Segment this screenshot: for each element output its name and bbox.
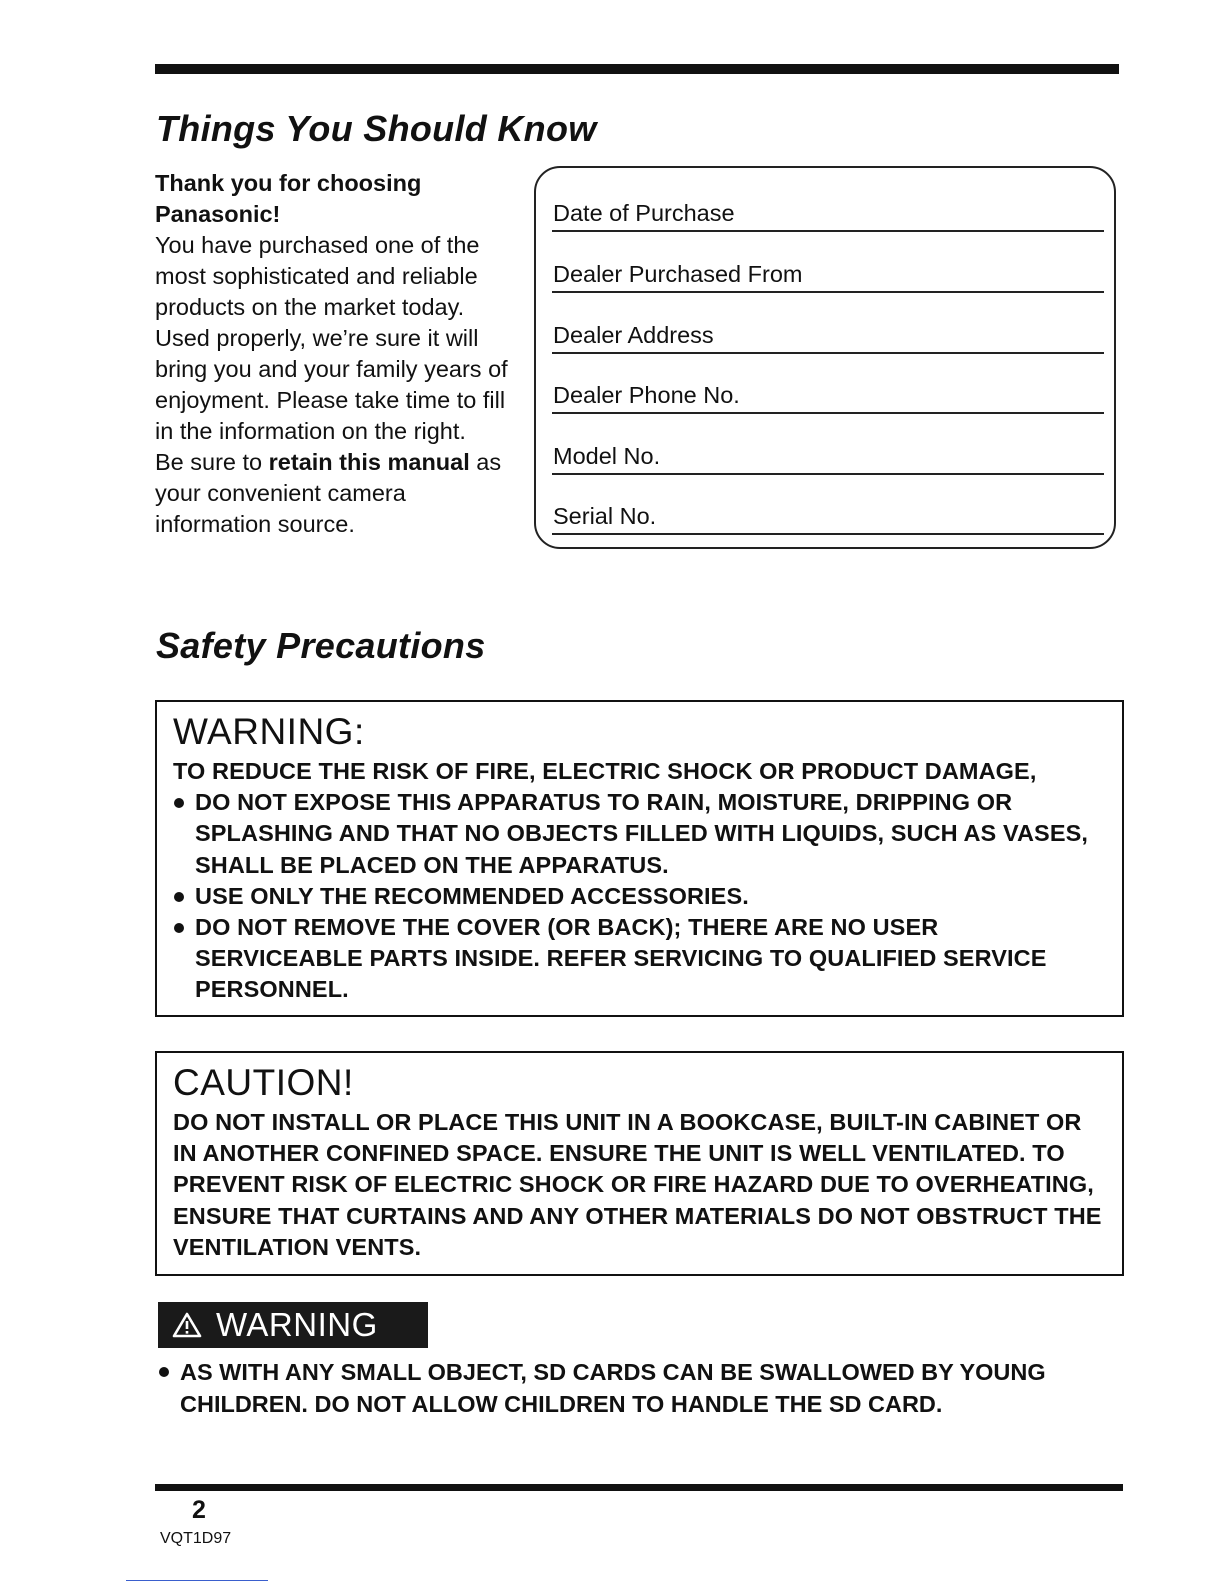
sd-warning-item: AS WITH ANY SMALL OBJECT, SD CARDS CAN BE SWALLOWED BY YOUNG CHILDREN. DO NOT ALLOW CHILDREN TO HANDLE THE SD CARD.: [158, 1356, 1118, 1420]
sd-warning-label: WARNING: [216, 1306, 378, 1343]
form-label: Dealer Address: [553, 322, 714, 348]
form-field-dealer-address[interactable]: [552, 314, 1104, 354]
warning-triangle-icon: [172, 1312, 202, 1338]
purchase-info-form: [534, 166, 1116, 549]
bottom-rule: [155, 1484, 1123, 1491]
warning-box: [155, 700, 1124, 1017]
intro-text: [155, 168, 515, 540]
caution-box: [155, 1051, 1124, 1276]
form-label: Model No.: [553, 443, 661, 469]
warning-intro: TO REDUCE THE RISK OF FIRE, ELECTRIC SHOCK OR PRODUCT DAMAGE,: [173, 758, 1037, 784]
caution-body: DO NOT INSTALL OR PLACE THIS UNIT IN A BOOKCASE, BUILT-IN CABINET OR IN ANOTHER CONFINED SPACE. ENSURE THE UNIT IS WELL VENTILATED. TO PREVENT RISK OF ELECTRIC SHOCK OR FIRE HAZARD DUE TO OVERHEATING, ENSURE THAT CURTAINS AND ANY OTHER MATERIALS DO NOT OBSTRUCT THE VENTILATION VENTS.: [173, 1109, 1102, 1260]
bottom-link-underline: [126, 1580, 268, 1581]
form-field-serial-no[interactable]: [552, 495, 1104, 535]
intro-paragraph: You have purchased one of the most sophisticated and reliable products on the market today. Used properly, we’re sure it will bring you and your family years of enjoyment. Please take time to fill in the information on the right.: [155, 232, 508, 444]
top-rule: [155, 64, 1119, 74]
document-code: VQT1D97: [160, 1530, 232, 1547]
form-label: Date of Purchase: [553, 200, 735, 226]
form-field-dealer-phone[interactable]: [552, 374, 1104, 414]
retain-manual-emphasis: retain this manual: [268, 449, 470, 475]
retain-post: as your convenient camera information source.: [155, 449, 502, 537]
warning-item: USE ONLY THE RECOMMENDED ACCESSORIES.: [173, 881, 1108, 912]
warning-item: DO NOT REMOVE THE COVER (OR BACK); THERE ARE NO USER SERVICEABLE PARTS INSIDE. REFER SERVICING TO QUALIFIED SERVICE PERSONNEL.: [173, 912, 1108, 1006]
sd-card-warning: [158, 1356, 1118, 1420]
retain-manual-paragraph: [155, 447, 515, 540]
form-field-model-no[interactable]: [552, 435, 1104, 475]
caution-heading: CAUTION!: [173, 1062, 354, 1103]
section-title-things-you-should-know: Things You Should Know: [156, 108, 597, 149]
sd-warning-badge: [158, 1302, 428, 1348]
form-label: Dealer Phone No.: [553, 382, 740, 408]
section-title-safety-precautions: Safety Precautions: [156, 625, 486, 666]
warning-heading: WARNING:: [173, 711, 365, 752]
form-field-dealer-purchased-from[interactable]: [552, 253, 1104, 293]
warning-body: [173, 756, 1108, 1006]
page-number: 2: [192, 1496, 206, 1524]
intro-heading: Thank you for choosing Panasonic!: [155, 170, 422, 227]
retain-pre: Be sure to: [155, 449, 269, 475]
warning-item: DO NOT EXPOSE THIS APPARATUS TO RAIN, MOISTURE, DRIPPING OR SPLASHING AND THAT NO OBJECTS FILLED WITH LIQUIDS, SUCH AS VASES, SHALL BE PLACED ON THE APPARATUS.: [173, 787, 1108, 881]
form-label: Serial No.: [553, 503, 657, 529]
form-field-date-of-purchase[interactable]: [552, 192, 1104, 232]
form-label: Dealer Purchased From: [553, 261, 803, 287]
